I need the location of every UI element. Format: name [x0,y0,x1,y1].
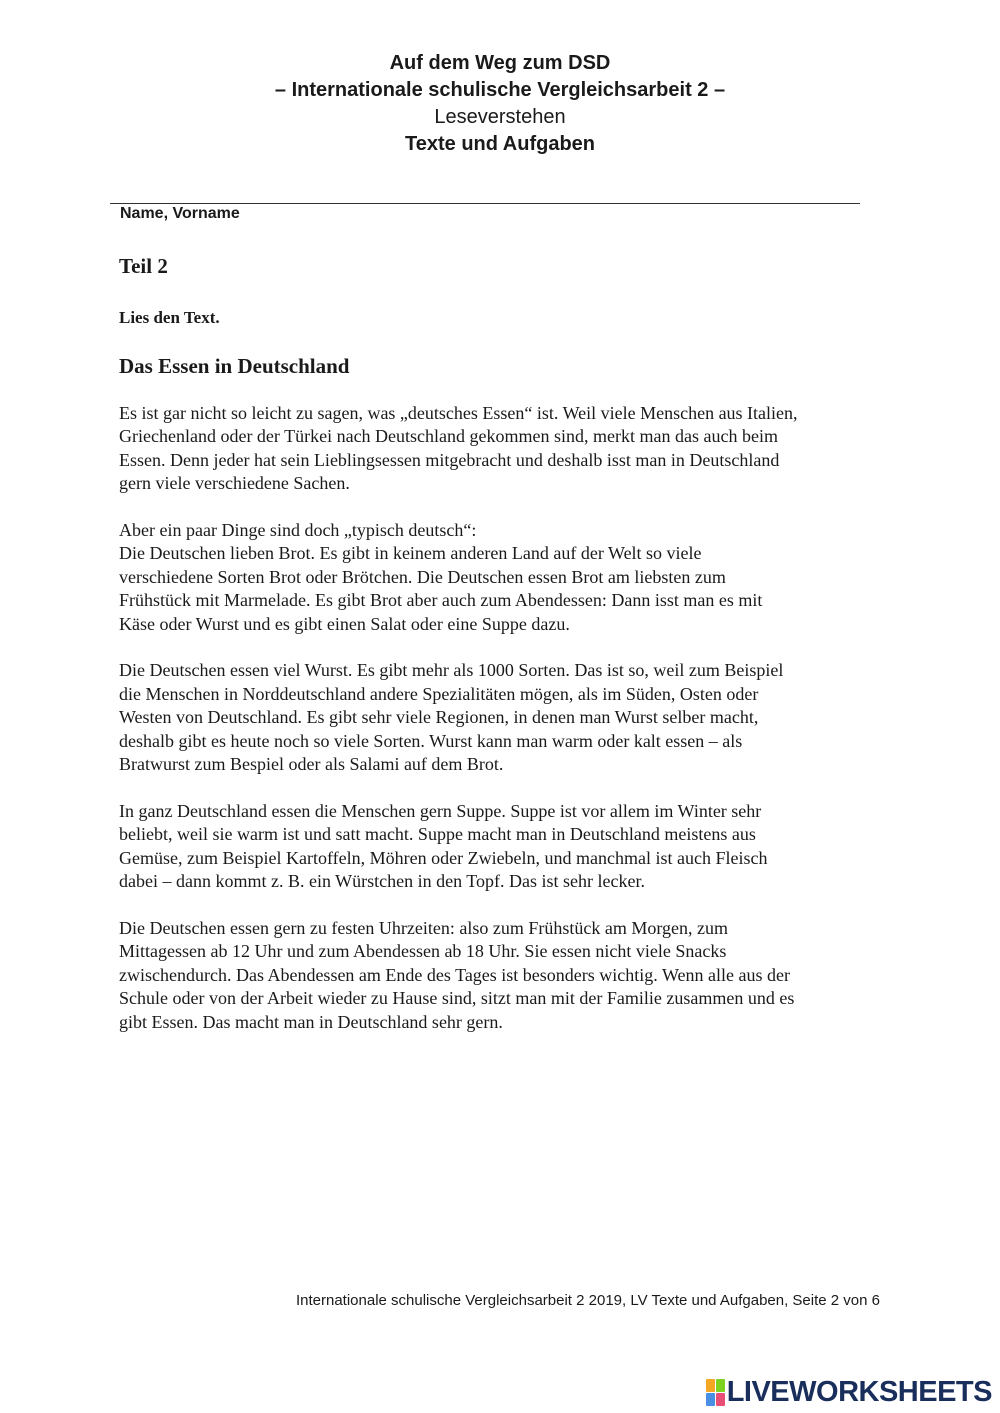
logo-square-2 [716,1379,725,1392]
paragraph-5: Die Deutschen essen gern zu festen Uhrzeiten: also zum Frühstück am Morgen, zum Mittagessen ab 12 Uhr und zum Abendessen ab 18 Uhr. Sie essen nicht viele Snacks zwischendurch. Das Abendessen am Ende des Tages ist besonders wichtig. Wenn alle aus der Schule oder von der Arbeit wieder zu Hause sind, sitzt man mit der Familie zusammen und es gibt Essen. Das macht man in Deutschland sehr gern. [119,917,795,1032]
logo-square-4 [716,1393,725,1406]
text-title: Das Essen in Deutschland [119,354,350,378]
paragraph-4: In ganz Deutschland essen die Menschen gern Suppe. Suppe ist vor allem im Winter sehr beliebt, weil sie warm ist und satt macht. Suppe macht man in Deutschland meistens aus Gemüse, zum Beispiel Kartoffeln, Möhren oder Zwiebeln, und manchmal ist auch Fleisch dabei – dann kommt z. B. ein Würstchen in den Topf. Das ist sehr lecker. [119,800,768,892]
header-subtitle: – Internationale schulische Vergleichsarbeit 2 – [274,79,726,101]
header-type: Texte und Aufgaben [405,133,595,155]
paragraph-3: Die Deutschen essen viel Wurst. Es gibt mehr als 1000 Sorten. Das ist so, weil zum Beispiel die Menschen in Norddeutschland andere Spezialitäten mögen, als im Süden, Osten oder Westen von Deutschland. Es gibt sehr viele Regionen, in denen man Wurst selber macht, deshalb gibt es heute noch so viele Sorten. Wurst kann man warm oder kalt essen – als Bratwurst zum Bespiel oder als Salami auf dem Brot. [119,660,784,775]
paragraph-1: Es ist gar nicht so leicht zu sagen, was „deutsches Essen“ ist. Weil viele Menschen aus Italien, Griechenland oder der Türkei nach Deutschland gekommen sind, merkt man das auch beim Essen. Denn jeder hat sein Lieblingsessen mitgebracht und deshalb isst man in Deutschland gern viele verschiedene Sachen. [119,403,798,494]
paragraph-2: Aber ein paar Dinge sind doch „typisch deutsch“: Die Deutschen lieben Brot. Es gibt in keinem anderen Land auf der Welt so viele verschiedene Sorten Brot oder Brötchen. Die Deutschen essen Brot am liebsten zum Frühstück mit Marmelade. Es gibt Brot aber auch zum Abendessen: Dann isst man es mit Käse oder Wurst und es gibt einen Salat oder eine Suppe dazu. [119,520,763,634]
reading-text [119,402,889,1057]
logo-square-3 [706,1393,715,1406]
document-header [0,50,1000,158]
header-skill: Leseverstehen [434,106,566,128]
instruction: Lies den Text. [119,308,220,327]
logo-text: LIVEWORKSHEETS [726,1376,992,1408]
logo-square-1 [706,1379,715,1392]
header-title: Auf dem Weg zum DSD [389,52,611,74]
liveworksheets-logo[interactable] [706,1376,992,1409]
section-heading: Teil 2 [119,254,168,278]
page-footer: Internationale schulische Vergleichsarbeit 2 2019, LV Texte und Aufgaben, Seite 2 von 6 [295,1292,880,1309]
name-label: Name, Vorname [120,205,240,222]
name-line[interactable] [110,203,860,204]
logo-mark-icon [706,1379,725,1406]
